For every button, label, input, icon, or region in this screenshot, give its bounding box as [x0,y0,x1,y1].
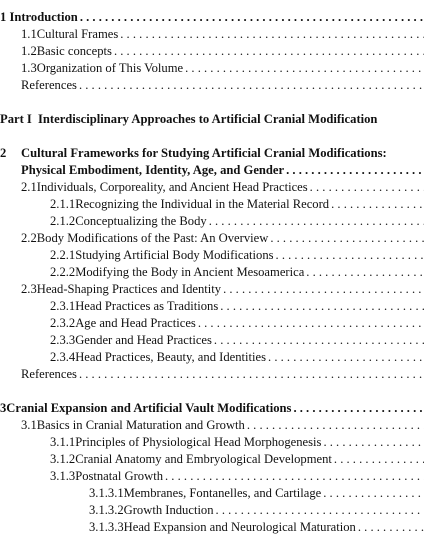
subsubsection-title: Membranes, Fontanelles, and Cartilage [123,486,322,500]
dot-leader [293,400,424,417]
toc-subsection-2-2-1[interactable] [50,247,424,264]
subsubsection-title: Growth Induction [123,503,214,517]
toc-subsection-2-3-3[interactable] [50,332,424,349]
section-number: 1.2 [21,44,37,58]
dot-leader [114,43,424,60]
toc-subsection-3-1-1[interactable] [50,434,424,451]
toc-section-2-2[interactable] [21,230,424,247]
subsection-title: Modifying the Body in Ancient Mesoamerica [75,265,305,279]
toc-references-ch2[interactable] [21,366,424,383]
subsubsection-number: 3.1.3.3 [89,520,124,534]
dot-leader [198,315,424,332]
toc-section-1-3[interactable] [21,60,424,77]
toc-subsubsection-3-1-3-3[interactable] [89,519,424,536]
section-number: 1.3 [21,61,37,75]
subsection-title: Principles of Physiological Head Morphogenesis [75,435,322,449]
toc-subsection-2-3-2[interactable] [50,315,424,332]
dot-leader [79,77,424,94]
toc-chapter-1[interactable] [0,9,424,26]
toc-section-3-1[interactable] [21,417,424,434]
subsection-title: Postnatal Growth [75,469,163,483]
dot-leader [331,196,424,213]
section-title: Body Modifications of the Past: An Overview [36,231,269,245]
dot-leader [214,332,424,349]
dot-leader [216,502,424,519]
subsection-title: Conceptualizing the Body [75,214,207,228]
toc-subsection-2-2-2[interactable] [50,264,424,281]
toc-subsubsection-3-1-3-1[interactable] [89,485,424,502]
toc-subsection-2-3-4[interactable] [50,349,424,366]
dot-leader [358,519,424,536]
subsection-number: 3.1.2 [50,452,76,466]
dot-leader [165,468,424,485]
subsubsection-title: Head Expansion and Neurological Maturation [123,520,356,534]
chapter-title: Cranial Expansion and Artificial Vault Modifications [6,401,292,415]
references-title: References [21,367,77,381]
section-title: Basics in Cranial Maturation and Growth [36,418,245,432]
toc-subsection-3-1-2[interactable] [50,451,424,468]
section-number: 1.1 [21,27,37,41]
subsection-number: 2.3.4 [50,350,76,364]
subsection-number: 2.2.2 [50,265,76,279]
section-title: Basic concepts [36,44,112,58]
dot-leader [120,26,424,43]
section-number: 2.3 [21,282,37,296]
toc-subsection-3-1-3[interactable] [50,468,424,485]
section-title: Individuals, Corporeality, and Ancient Head Practices [36,180,308,194]
toc-subsection-2-1-2[interactable] [50,213,424,230]
subsection-title: Head Practices as Traditions [75,299,219,313]
subsection-number: 2.3.3 [50,333,76,347]
toc-chapter-3[interactable] [0,400,424,417]
toc-references-ch1[interactable] [21,77,424,94]
dot-leader [220,298,424,315]
section-title: Organization of This Volume [36,61,184,75]
subsection-title: Studying Artificial Body Modifications [75,248,274,262]
chapter-title: Physical Embodiment, Identity, Age, and Gender [21,163,285,177]
dot-leader [323,485,424,502]
subsection-title: Gender and Head Practices [75,333,212,347]
toc-section-1-2[interactable] [21,43,424,60]
section-number: 2.1 [21,180,37,194]
toc-section-1-1[interactable] [21,26,424,43]
toc-chapter-2-number: 2 [0,146,7,160]
subsection-number: 3.1.1 [50,435,76,449]
toc-chapter-2-title-line2[interactable] [21,162,424,179]
part-number: Part I [0,112,32,126]
chapter-number: 3 [0,401,7,415]
subsubsection-number: 3.1.3.1 [89,486,124,500]
references-title: References [21,78,77,92]
dot-leader [223,281,424,298]
toc-chapter-2-title-line1[interactable]: Cultural Frameworks for Studying Artificial Cranial Modifications: [21,146,387,160]
dot-leader [247,417,424,434]
subsection-number: 2.1.2 [50,214,76,228]
subsection-number: 2.3.2 [50,316,76,330]
dot-leader [286,162,424,179]
dot-leader [270,230,424,247]
dot-leader [79,366,424,383]
section-title: Cultural Frames [36,27,119,41]
section-title: Head-Shaping Practices and Identity [36,282,222,296]
dot-leader [209,213,424,230]
dot-leader [323,434,424,451]
toc-section-2-3[interactable] [21,281,424,298]
part-title: Interdisciplinary Approaches to Artificial Cranial Modification [38,112,378,126]
dot-leader [185,60,424,77]
subsection-number: 3.1.3 [50,469,76,483]
toc-section-2-1[interactable] [21,179,424,196]
subsubsection-number: 3.1.3.2 [89,503,124,517]
dot-leader [268,349,424,366]
section-number: 2.2 [21,231,37,245]
dot-leader [80,9,424,26]
dot-leader [310,179,424,196]
toc-subsubsection-3-1-3-2[interactable] [89,502,424,519]
section-number: 3.1 [21,418,37,432]
subsection-title: Recognizing the Individual in the Material Record [75,197,330,211]
subsection-title: Head Practices, Beauty, and Identities [75,350,267,364]
dot-leader [276,247,424,264]
chapter-title: Introduction [9,10,78,24]
subsection-number: 2.3.1 [50,299,76,313]
subsection-title: Cranial Anatomy and Embryological Development [75,452,332,466]
subsection-number: 2.1.1 [50,197,76,211]
subsection-title: Age and Head Practices [75,316,196,330]
subsection-number: 2.2.1 [50,248,76,262]
dot-leader [334,451,424,468]
toc-subsection-2-3-1[interactable] [50,298,424,315]
dot-leader [306,264,424,281]
toc-subsection-2-1-1[interactable] [50,196,424,213]
chapter-number: 1 [0,10,7,24]
toc-part-1[interactable] [0,111,377,128]
